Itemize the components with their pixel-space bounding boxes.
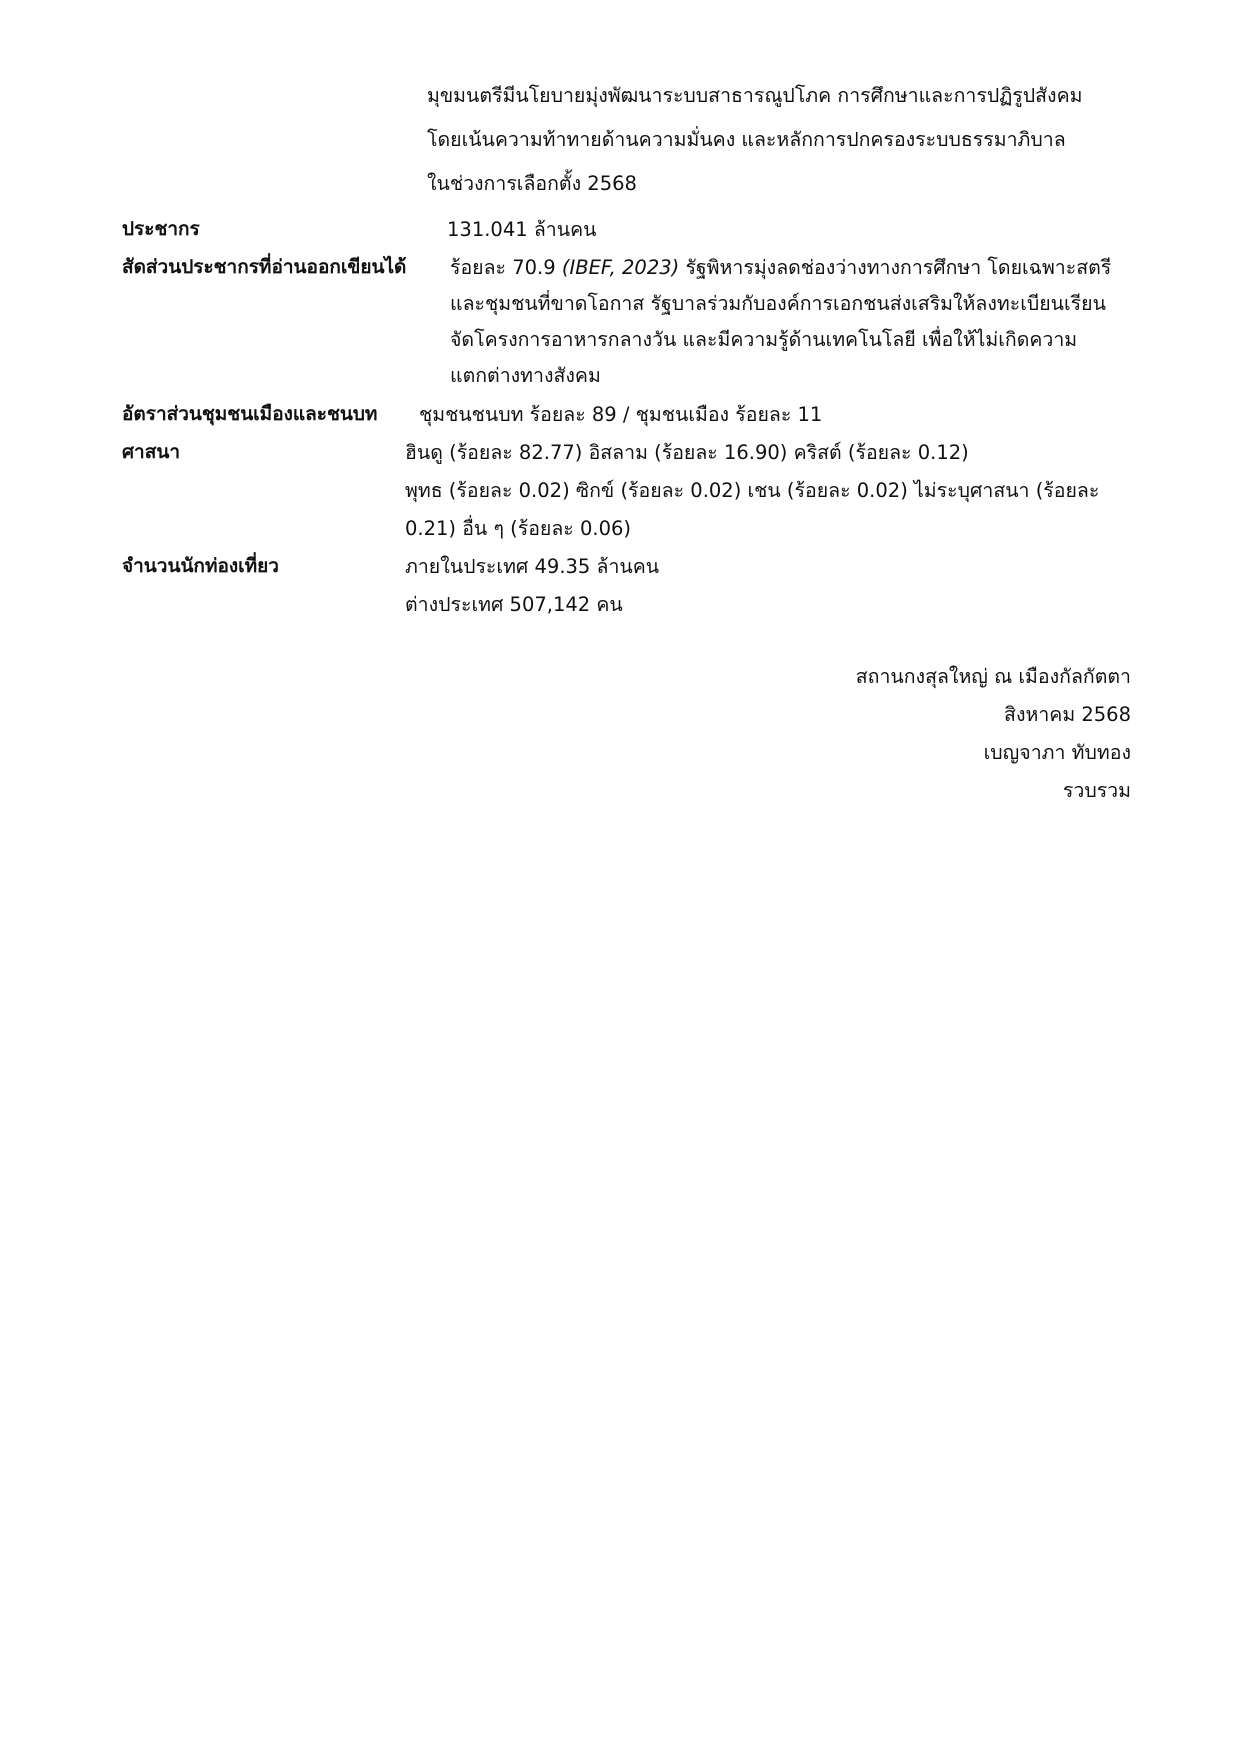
urban-rural-label: อัตราส่วนชุมชนเมืองและชนบท — [122, 403, 378, 425]
signature-name: เบญจาภา ทับทอง — [983, 741, 1131, 764]
literacy-line-4: แตกต่างทางสังคม — [450, 364, 601, 387]
population-label: ประชากร — [122, 218, 200, 240]
literacy-source: (IBEF, 2023) — [561, 256, 680, 279]
tourists-domestic: ภายในประเทศ 49.35 ล้านคน — [405, 555, 660, 578]
intro-line-1: มุขมนตรีมีนโยบายมุ่งพัฒนาระบบสาธารณูปโภค การศึกษาและการปฏิรูปสังคม — [427, 84, 1083, 107]
literacy-line-3: จัดโครงการอาหารกลางวัน และมีความรู้ด้านเทคโนโลยี เพื่อให้ไม่เกิดความ — [450, 328, 1078, 351]
intro-line-2: โดยเน้นความท้าทายด้านความมั่นคง และหลักการปกครองระบบธรรมาภิบาล — [427, 128, 1066, 151]
population-value: 131.041 ล้านคน — [447, 218, 597, 241]
intro-line-3: ในช่วงการเลือกตั้ง 2568 — [427, 172, 637, 195]
literacy-rate: ร้อยละ 70.9 — [450, 256, 562, 279]
literacy-line-1 — [450, 256, 1111, 279]
urban-rural-value: ชุมชนชนบท ร้อยละ 89 / ชุมชนเมือง ร้อยละ 11 — [419, 403, 823, 426]
religion-line-2: พุทธ (ร้อยละ 0.02) ซิกข์ (ร้อยละ 0.02) เชน (ร้อยละ 0.02) ไม่ระบุศาสนา (ร้อยละ — [405, 479, 1100, 502]
religion-line-3: 0.21) อื่น ๆ (ร้อยละ 0.06) — [405, 517, 632, 540]
literacy-line-2: และชุมชนที่ขาดโอกาส รัฐบาลร่วมกับองค์การเอกชนส่งเสริมให้ลงทะเบียนเรียน — [450, 292, 1106, 315]
literacy-line-1-rest: รัฐพิหารมุ่งลดช่องว่างทางการศึกษา โดยเฉพาะสตรี — [679, 256, 1112, 279]
signature-date: สิงหาคม 2568 — [1004, 703, 1131, 726]
signature-org: สถานกงสุลใหญ่ ณ เมืองกัลกัตตา — [855, 665, 1131, 688]
tourists-foreign: ต่างประเทศ 507,142 คน — [405, 593, 623, 616]
signature-role: รวบรวม — [1062, 779, 1131, 802]
literacy-label: สัดส่วนประชากรที่อ่านออกเขียนได้ — [122, 256, 407, 278]
religion-label: ศาสนา — [122, 441, 180, 463]
religion-line-1: ฮินดู (ร้อยละ 82.77) อิสลาม (ร้อยละ 16.90) คริสต์ (ร้อยละ 0.12) — [405, 441, 969, 464]
tourists-label: จำนวนนักท่องเที่ยว — [122, 555, 279, 577]
